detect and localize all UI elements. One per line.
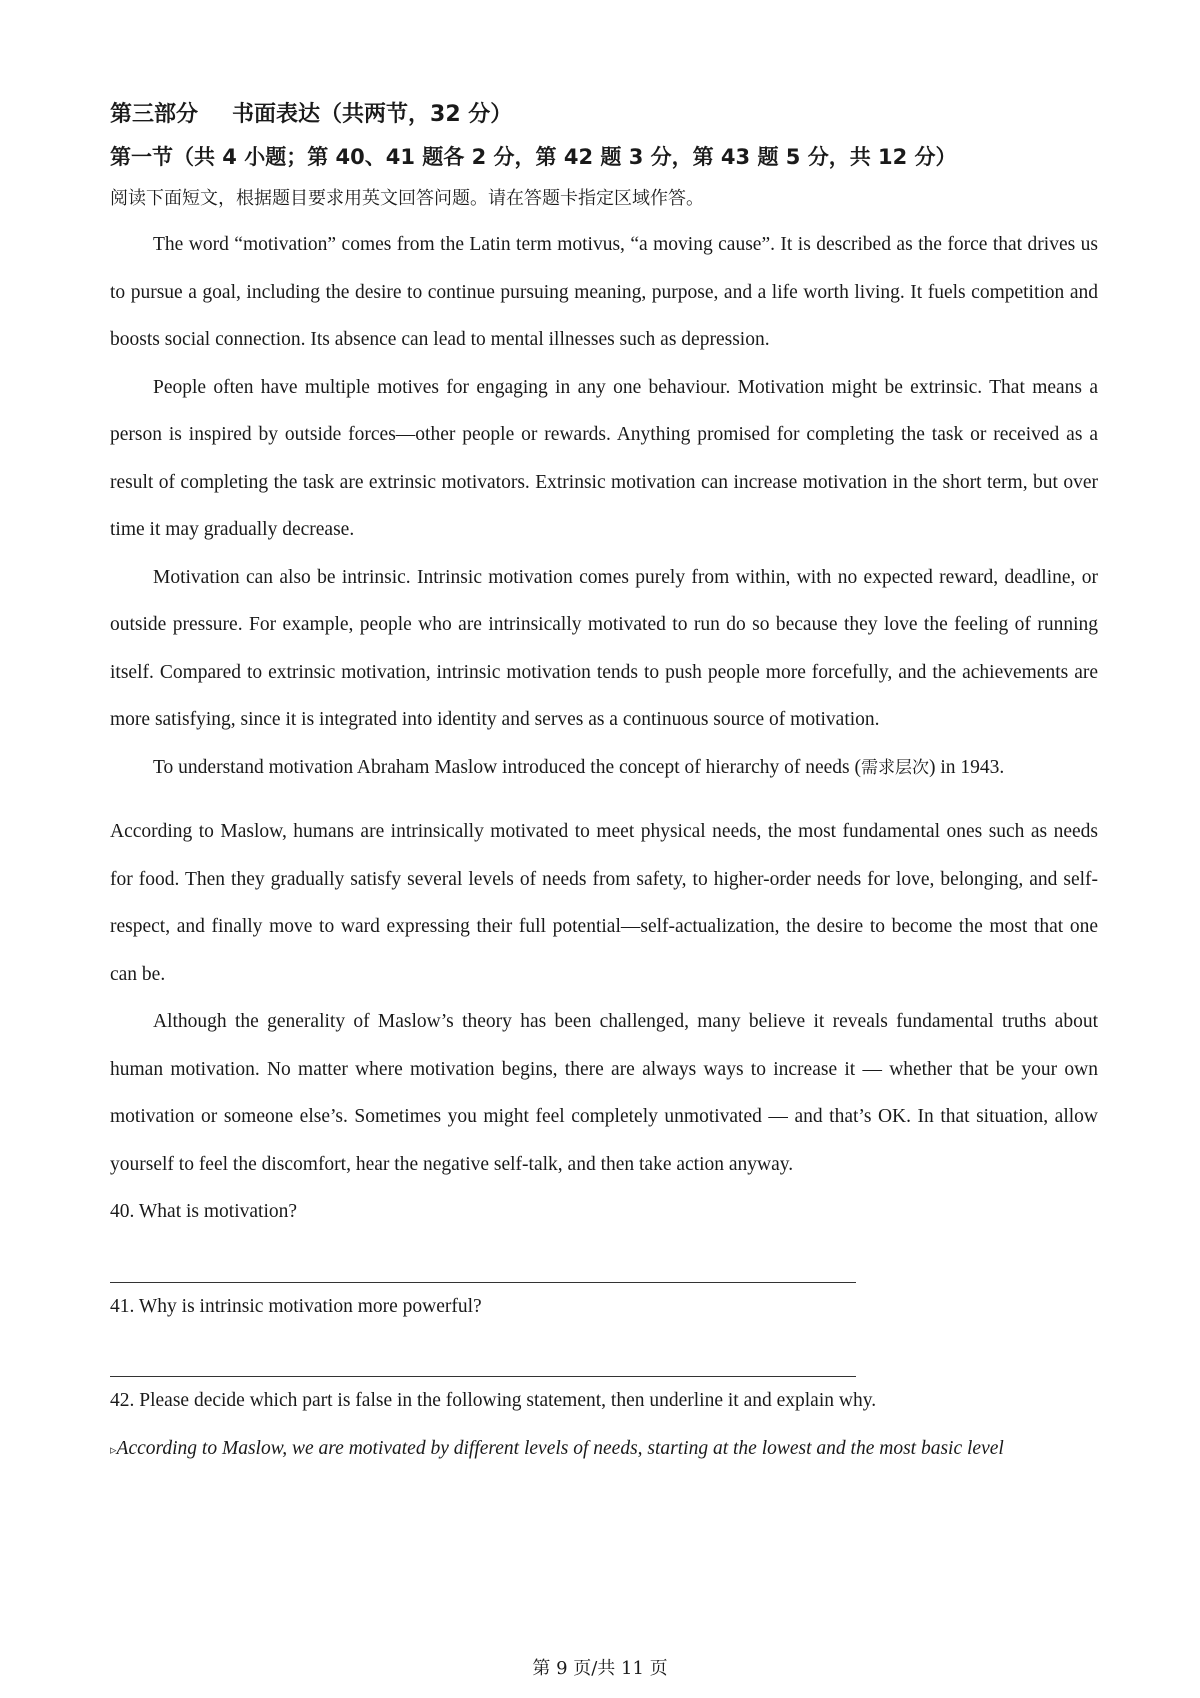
passage-paragraph-4-continued: According to Maslow, humans are intrinsically motivated to meet physical needs, the most fundamental ones such as needs for food. Then they gradually satisfy several levels of needs from safety, to higher-order needs for love, belonging, and self-respect, and finally move to ward expressing their full potential—self-actualization, the desire to become the most that one can be. bbox=[110, 821, 1098, 985]
paragraph-4-text-b: ) in 1943. bbox=[929, 756, 1005, 778]
passage-paragraph-2: People often have multiple motives for engaging in any one behaviour. Motivation might be extrinsic. That means a person is inspired by outside forces—other people or rewards. Anything promised for completing the task or received as a result of completing the task are extrinsic motivators. Extrinsic motivation can increase motivation in the short term, but over time it may gradually decrease. bbox=[110, 376, 1098, 540]
question-42: 42. Please decide which part is false in the following statement, then underline it and explain why. bbox=[110, 1390, 877, 1411]
triangle-marker-icon: ▹ bbox=[110, 1442, 117, 1458]
passage-paragraph-3: Motivation can also be intrinsic. Intrinsic motivation comes purely from within, with no expected reward, deadline, or outside pressure. For example, people who are intrinsically motivated to run do so because they love the feeling of running itself. Compared to extrinsic motivation, intrinsic motivation tends to push people more forcefully, and the achievements are more satisfying, since it is integrated into identity and serves as a continuous source of motivation. bbox=[110, 566, 1098, 730]
part-title: 书面表达（共两节，32 分） bbox=[232, 102, 513, 127]
question-40: 40. What is motivation? bbox=[110, 1201, 298, 1222]
answer-line-41[interactable] bbox=[110, 1330, 856, 1377]
passage-paragraph-4-first-line bbox=[110, 744, 1098, 793]
part-heading bbox=[110, 95, 1098, 135]
paragraph-4-text-a: To understand motivation Abraham Maslow introduced the concept of hierarchy of needs ( bbox=[153, 756, 862, 778]
page-footer: 第 9 页/共 11 页 bbox=[532, 1658, 668, 1679]
passage-paragraph-5: Although the generality of Maslow’s theory has been challenged, many believe it reveals fundamental truths about human motivation. No matter where motivation begins, there are always ways to increase it — whether that be your own motivation or someone else’s. Sometimes you might feel completely unmotivated — and that’s OK. In that situation, allow yourself to feel the discomfort, hear the negative self-talk, and then take action anyway. bbox=[110, 1011, 1098, 1175]
passage-paragraph-1: The word “motivation” comes from the Latin term motivus, “a moving cause”. It is described as the force that drives us to pursue a goal, including the desire to continue pursuing meaning, purpose, and a life worth living. It fuels competition and boosts social connection. Its absence can lead to mental illnesses such as depression. bbox=[110, 234, 1098, 350]
answer-line-40[interactable] bbox=[110, 1236, 856, 1283]
question-41: 41. Why is intrinsic motivation more powerful? bbox=[110, 1295, 482, 1317]
statement-text: According to Maslow, we are motivated by different levels of needs, starting at the lowest and the most basic level bbox=[116, 1437, 1004, 1459]
chinese-gloss: 需求层次 bbox=[861, 757, 930, 778]
section-heading: 第一节（共 4 小题；第 40、41 题各 2 分，第 42 题 3 分，第 43 题 5 分，共 12 分） bbox=[110, 145, 957, 169]
question-42-statement bbox=[110, 1425, 1098, 1475]
exam-page bbox=[110, 95, 1098, 1474]
part-label: 第三部分 bbox=[110, 102, 199, 127]
instructions: 阅读下面短文，根据题目要求用英文回答问题。请在答题卡指定区域作答。 bbox=[110, 188, 704, 209]
